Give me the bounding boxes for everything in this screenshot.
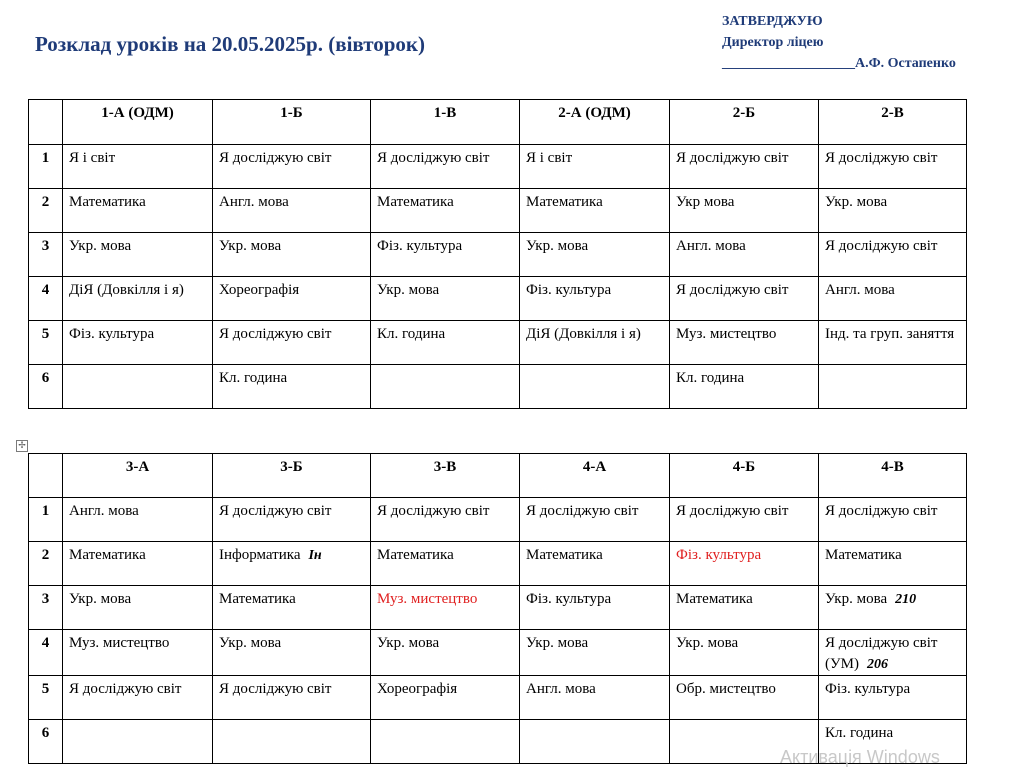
lesson-cell: Фіз. культура: [520, 586, 670, 630]
lesson-cell: Укр. мова: [520, 233, 670, 277]
lesson-cell: Англ. мова: [520, 676, 670, 720]
lesson-cell: Кл. година: [213, 365, 371, 409]
lesson-cell: Укр. мова: [63, 586, 213, 630]
table-row: [29, 189, 967, 233]
lesson-cell: Муз. мистецтво: [670, 321, 819, 365]
windows-activation-watermark: Активація Windows: [780, 747, 940, 767]
table-move-handle-icon[interactable]: ✢: [16, 440, 28, 452]
table-row: [29, 277, 967, 321]
lesson-cell: Математика: [819, 542, 967, 586]
lesson-cell: Укр. мова: [213, 630, 371, 676]
lesson-cell: [63, 720, 213, 764]
lesson-cell: Кл. година: [819, 720, 967, 764]
lesson-cell-highlighted: Муз. мистецтво: [371, 586, 520, 630]
lesson-cell: [213, 720, 371, 764]
room-label: 210: [895, 592, 917, 607]
table-row: [29, 542, 967, 586]
table-row: [29, 498, 967, 542]
subject-label: Інформатика: [219, 547, 301, 563]
lesson-number: 6: [29, 720, 63, 764]
lesson-cell: Фіз. культура: [819, 676, 967, 720]
lesson-cell-highlighted: Фіз. культура: [670, 542, 819, 586]
lesson-number: 1: [29, 498, 63, 542]
lesson-cell: Муз. мистецтво: [63, 630, 213, 676]
lesson-cell: Я досліджую світ: [63, 676, 213, 720]
table-row: [29, 145, 967, 189]
lesson-cell: Кл. година: [371, 321, 520, 365]
class-header: 3-А: [63, 454, 213, 498]
lesson-number: 6: [29, 365, 63, 409]
lesson-number: 5: [29, 321, 63, 365]
lesson-cell: Я досліджую світ: [371, 145, 520, 189]
class-header: 4-А: [520, 454, 670, 498]
lesson-cell: [819, 630, 967, 676]
lesson-number: 5: [29, 676, 63, 720]
lesson-cell: Математика: [213, 586, 371, 630]
lesson-cell: [520, 720, 670, 764]
lesson-cell: Математика: [520, 189, 670, 233]
table-row: [29, 321, 967, 365]
class-header: 2-В: [819, 100, 967, 145]
lesson-number: 3: [29, 586, 63, 630]
lesson-cell: Я досліджую світ: [819, 233, 967, 277]
lesson-cell: Англ. мова: [63, 498, 213, 542]
lesson-cell: Кл. година: [670, 365, 819, 409]
lesson-cell: Фіз. культура: [371, 233, 520, 277]
lesson-cell: ДіЯ (Довкілля і я): [63, 277, 213, 321]
table-header-row: [29, 454, 967, 498]
lesson-cell: [819, 586, 967, 630]
lesson-cell: Математика: [63, 542, 213, 586]
table-row: [29, 630, 967, 676]
lesson-cell: Математика: [371, 189, 520, 233]
lesson-cell: Я досліджую світ: [670, 277, 819, 321]
lesson-cell: Укр. мова: [371, 630, 520, 676]
class-header: 3-Б: [213, 454, 371, 498]
class-header: 2-А (ОДМ): [520, 100, 670, 145]
lesson-cell: [371, 720, 520, 764]
lesson-cell: Хореографія: [371, 676, 520, 720]
lesson-cell: Укр. мова: [670, 630, 819, 676]
room-label: Ін: [308, 548, 322, 563]
class-header: 1-А (ОДМ): [63, 100, 213, 145]
table-row: [29, 365, 967, 409]
class-header: 1-Б: [213, 100, 371, 145]
lesson-cell: Математика: [520, 542, 670, 586]
subject-label: Укр. мова: [825, 591, 888, 607]
lesson-cell: Укр. мова: [371, 277, 520, 321]
lesson-cell: Математика: [63, 189, 213, 233]
lesson-cell: Обр. мистецтво: [670, 676, 819, 720]
class-header: 4-В: [819, 454, 967, 498]
lesson-cell: Я і світ: [520, 145, 670, 189]
lesson-cell: Я досліджую світ: [213, 145, 371, 189]
lesson-cell: ДіЯ (Довкілля і я): [520, 321, 670, 365]
table-row: [29, 676, 967, 720]
lesson-cell: Укр. мова: [213, 233, 371, 277]
approval-block: [722, 11, 1007, 74]
corner-cell: [29, 454, 63, 498]
lesson-cell: Я досліджую світ: [819, 145, 967, 189]
lesson-cell: Я досліджую світ: [520, 498, 670, 542]
class-header: 2-Б: [670, 100, 819, 145]
lesson-cell: [63, 365, 213, 409]
table-row: [29, 586, 967, 630]
lesson-cell: [520, 365, 670, 409]
schedule-table-grades-3-4: [28, 453, 967, 764]
lesson-cell: [213, 542, 371, 586]
lesson-cell: [371, 365, 520, 409]
lesson-cell: Укр. мова: [63, 233, 213, 277]
lesson-cell: Математика: [670, 586, 819, 630]
lesson-number: 2: [29, 542, 63, 586]
lesson-cell: Англ. мова: [670, 233, 819, 277]
table-row: [29, 233, 967, 277]
class-header: 3-В: [371, 454, 520, 498]
approval-line-2: Директор ліцею: [722, 35, 824, 50]
subject-label: Я досліджую світ (УМ): [825, 635, 938, 672]
page-title: Розклад уроків на 20.05.2025р. (вівторок): [35, 32, 426, 56]
room-label: 206: [866, 657, 888, 672]
lesson-cell: Фіз. культура: [63, 321, 213, 365]
table-header-row: [29, 100, 967, 145]
approval-line-1: ЗАТВЕРДЖУЮ: [722, 14, 823, 29]
lesson-number: 3: [29, 233, 63, 277]
schedule-table-grades-1-2: [28, 99, 967, 409]
lesson-cell: Хореографія: [213, 277, 371, 321]
lesson-cell: Інд. та груп. заняття: [819, 321, 967, 365]
lesson-cell: Я і світ: [63, 145, 213, 189]
lesson-cell: Я досліджую світ: [819, 498, 967, 542]
lesson-cell: Укр. мова: [520, 630, 670, 676]
lesson-cell: [819, 365, 967, 409]
lesson-cell: Я досліджую світ: [213, 676, 371, 720]
lesson-cell: Математика: [371, 542, 520, 586]
lesson-cell: Я досліджую світ: [670, 498, 819, 542]
lesson-cell: Англ. мова: [819, 277, 967, 321]
lesson-cell: Я досліджую світ: [371, 498, 520, 542]
class-header: 1-В: [371, 100, 520, 145]
approval-signature-line: ___________________А.Ф. Остапенко: [722, 56, 956, 71]
lesson-cell: Укр мова: [670, 189, 819, 233]
lesson-number: 1: [29, 145, 63, 189]
lesson-number: 2: [29, 189, 63, 233]
corner-cell: [29, 100, 63, 145]
lesson-cell: Я досліджую світ: [213, 498, 371, 542]
lesson-cell: Я досліджую світ: [213, 321, 371, 365]
lesson-number: 4: [29, 630, 63, 676]
lesson-cell: Фіз. культура: [520, 277, 670, 321]
class-header: 4-Б: [670, 454, 819, 498]
lesson-cell: Англ. мова: [213, 189, 371, 233]
lesson-cell: Укр. мова: [819, 189, 967, 233]
lesson-cell: Я досліджую світ: [670, 145, 819, 189]
lesson-number: 4: [29, 277, 63, 321]
